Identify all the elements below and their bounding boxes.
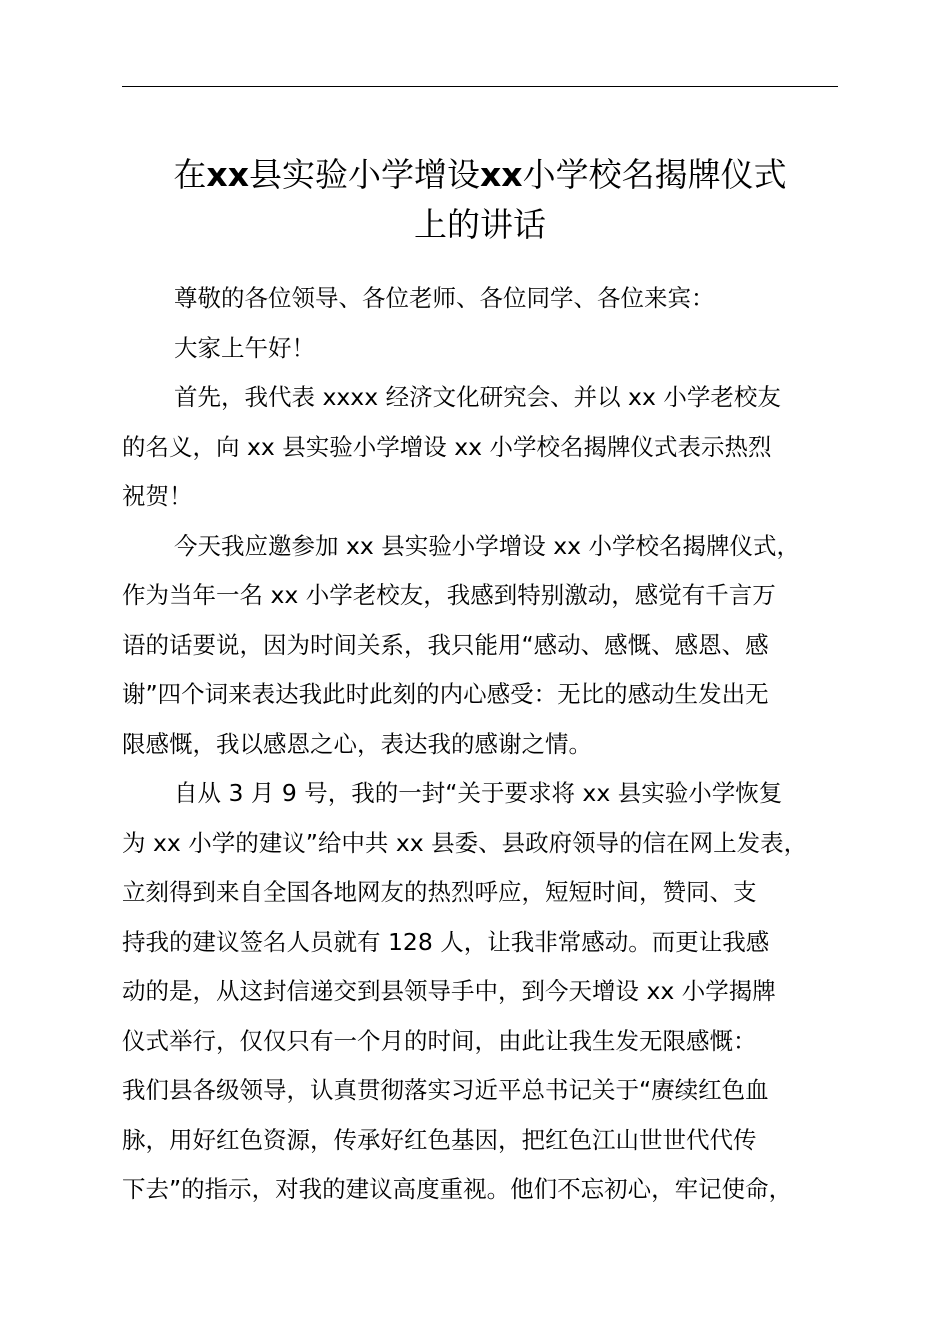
title-text-5: 小学校名揭牌仪式	[522, 155, 787, 194]
paragraph-proposal	[122, 769, 862, 1215]
text-line: 谢”四个词来表达我此时此刻的内心感受：无比的感动生发出无	[122, 680, 769, 708]
text-line: 立刻得到来自全国各地网友的热烈呼应，短短时间，赞同、支	[122, 878, 757, 906]
text-line: 限感慨，我以感恩之心，表达我的感谢之情。	[122, 729, 592, 758]
title-line-1	[173, 155, 786, 194]
paragraph-salutation	[122, 274, 862, 324]
page-title	[100, 150, 860, 250]
text-line: 仪式举行，仅仅只有一个月的时间，由此让我生发无限感慨：	[122, 1026, 757, 1055]
text-line: 持我的建议签名人员就有 128 人，让我非常感动。而更让我感	[122, 927, 770, 956]
title-text-1: 在	[173, 155, 207, 194]
text-line: 脉，用好红色资源，传承好红色基因，把红色江山世世代代传	[122, 1125, 757, 1154]
title-line-2: 上的讲话	[414, 205, 546, 244]
paragraph-greeting	[122, 324, 862, 374]
text-line: 下去”的指示，对我的建议高度重视。他们不忘初心，牢记使命，	[122, 1175, 793, 1203]
text-line: 大家上午好！	[174, 333, 315, 362]
text-line: 尊敬的各位领导、各位老师、各位同学、各位来宾：	[174, 284, 715, 312]
title-text-3: 县实验小学增设	[249, 155, 480, 194]
text-line: 动的是，从这封信递交到县领导手中，到今天增设 xx 小学揭牌	[122, 977, 776, 1005]
text-line: 作为当年一名 xx 小学老校友，我感到特别激动，感觉有千言万	[122, 581, 776, 609]
title-text-2: xx	[206, 155, 249, 194]
paragraph-feelings	[122, 522, 862, 770]
paragraph-congratulations	[122, 373, 862, 522]
speech-body	[122, 274, 862, 1215]
header-rule	[122, 86, 838, 87]
title-text-4: xx	[480, 155, 523, 194]
text-line: 的名义，向 xx 县实验小学增设 xx 小学校名揭牌仪式表示热烈	[122, 432, 772, 461]
text-line: 今天我应邀参加 xx 县实验小学增设 xx 小学校名揭牌仪式，	[174, 531, 801, 560]
text-line: 语的话要说，因为时间关系，我只能用“感动、感慨、感恩、感	[122, 630, 769, 659]
text-line: 自从 3 月 9 号，我的一封“关于要求将 xx 县实验小学恢复	[174, 779, 783, 807]
text-line: 我们县各级领导，认真贯彻落实习近平总书记关于“赓续红色血	[122, 1076, 769, 1104]
text-line: 祝贺！	[122, 482, 193, 510]
text-line: 首先，我代表 xxxx 经济文化研究会、并以 xx 小学老校友	[174, 383, 781, 411]
text-line: 为 xx 小学的建议”给中共 xx 县委、县政府领导的信在网上发表，	[122, 828, 808, 857]
